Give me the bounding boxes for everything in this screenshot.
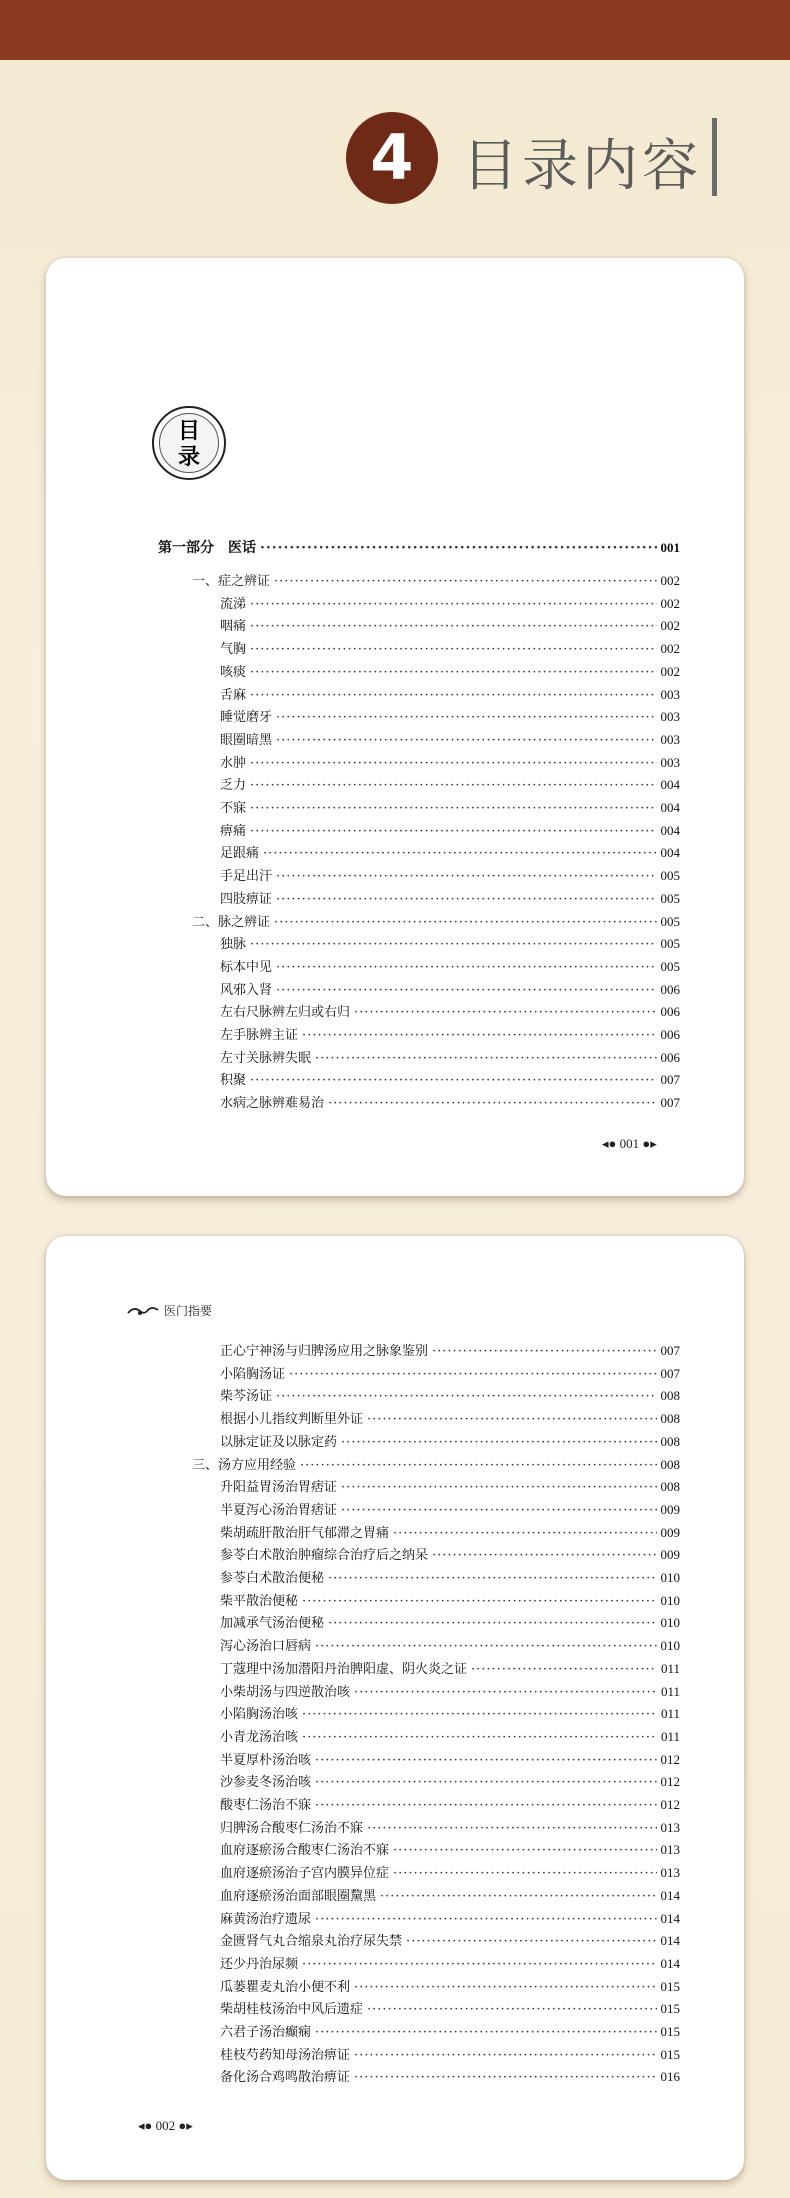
toc-entry-row [220, 1408, 680, 1430]
toc-entry-label: 舌麻 [220, 687, 247, 703]
toc-page-number: 006 [660, 1004, 680, 1020]
toc-entry-label: 水肿 [220, 755, 247, 771]
toc-page-number: 001 [660, 540, 680, 555]
toc-entry-row [220, 1092, 680, 1114]
toc-entry-row [220, 933, 680, 955]
toc-entry-label: 咳痰 [220, 664, 247, 680]
toc-leader [250, 934, 656, 956]
running-head-title: 医门指要 [164, 1304, 213, 1318]
footer-page-number: 001 [619, 1136, 640, 1151]
toc-entry-label: 麻黄汤治疗遗尿 [220, 1911, 312, 1927]
toc-entry-row [220, 1476, 680, 1498]
toc-section-row [192, 570, 680, 592]
toc-leader [276, 730, 656, 752]
footer-page-number: 002 [155, 2118, 176, 2133]
toc-leader [250, 1070, 656, 1092]
toc-page-number: 014 [660, 1910, 680, 1926]
toc-entry-label: 柴胡疏肝散治肝气郁滞之胃痛 [220, 1525, 390, 1541]
toc-page-number: 005 [660, 913, 680, 929]
toc-leader [263, 843, 656, 865]
toc-entry-label: 正心宁神汤与归脾汤应用之脉象鉴别 [220, 1344, 429, 1359]
toc-entry-row [220, 1862, 680, 1884]
toc-leader [302, 1727, 657, 1749]
toc-leader [250, 753, 656, 775]
toc-entry-label: 手足出汗 [220, 869, 273, 885]
toc-entry-row [220, 888, 680, 910]
toc-entry-row [220, 661, 680, 683]
toc-leader [302, 1591, 656, 1613]
toc-leader [250, 798, 656, 820]
toc-page-number: 010 [660, 1638, 680, 1654]
toc-entry-row [220, 1953, 680, 1975]
toc-page-number: 004 [660, 822, 680, 838]
toc-page-number: 002 [660, 641, 680, 657]
toc-page-number: 002 [660, 595, 680, 611]
toc-entry-label: 左寸关脉辨失眠 [220, 1050, 312, 1066]
toc-entry-label: 参苓白术散治肿瘤综合治疗后之纳呆 [220, 1548, 429, 1564]
toc-entry-row [220, 706, 680, 728]
footer-ornament-left-icon: ◂● [602, 1136, 617, 1151]
toc-entry-label: 四肢痹证 [220, 891, 273, 907]
footer-ornament-right-icon: ●▸ [178, 2118, 193, 2133]
toc-page-number: 008 [660, 1479, 680, 1495]
toc-leader [250, 594, 656, 616]
toc-page-number: 008 [660, 1388, 680, 1404]
toc-page-number: 006 [660, 981, 680, 997]
toc-entry-label: 参苓白术散治便秘 [220, 1571, 325, 1586]
toc-entry-row [220, 752, 680, 774]
page-footer-2 [138, 2118, 193, 2134]
toc-page-number: 011 [660, 1728, 680, 1744]
toc-leader [367, 1409, 656, 1431]
toc-entry-label: 小陷胸汤治咳 [220, 1707, 299, 1723]
toc-entry-row [220, 1363, 680, 1385]
toc-entry-label: 眼圈暗黑 [220, 732, 273, 748]
toc-leader [315, 1795, 656, 1817]
toc-entry-label: 半夏厚朴汤治咳 [220, 1752, 312, 1768]
toc-entry-label: 水病之脉辨难易治 [220, 1096, 325, 1112]
toc-entry-row [220, 1908, 680, 1930]
toc-entry-label: 半夏泻心汤治胃痞证 [220, 1502, 338, 1518]
toc-entry-label: 左手脉辨主证 [220, 1028, 299, 1043]
page-footer-1 [602, 1136, 657, 1152]
toc-page-number: 014 [660, 1955, 680, 1971]
toc-entry-row [220, 1499, 680, 1521]
toc-entry-label: 酸枣仁汤治不寐 [220, 1798, 312, 1813]
toc-leader [250, 639, 656, 661]
section-header [0, 110, 790, 210]
toc-leader [341, 1500, 656, 1522]
toc-page-number: 003 [660, 709, 680, 725]
toc-entry-row [220, 1567, 680, 1589]
toc-page-number: 004 [660, 800, 680, 815]
toc-page-number: 010 [660, 1592, 680, 1608]
section-number-badge: 4 [346, 112, 438, 204]
toc-page-number: 004 [660, 845, 680, 861]
toc-entry-row [220, 1749, 680, 1771]
toc-entry-row [220, 684, 680, 706]
toc-page-number: 007 [660, 1365, 680, 1381]
toc-leader [328, 1568, 656, 1590]
toc-entry-label: 不寐 [220, 801, 247, 816]
toc-page-number: 015 [660, 2024, 680, 2039]
toc-page-number: 007 [660, 1343, 680, 1358]
toc-entry-label: 三、汤方应用经验 [192, 1457, 297, 1473]
toc-page-number: 007 [660, 1072, 680, 1088]
toc-leader [250, 775, 656, 797]
toc-entry-row [220, 1930, 680, 1952]
toc-leader [250, 685, 656, 707]
toc-entry-row [220, 820, 680, 842]
toc-entry-label: 沙参麦冬汤治咳 [220, 1775, 312, 1791]
toc-entry-label: 乏力 [220, 778, 247, 794]
toc-page-number: 015 [660, 1978, 680, 1994]
toc-entry-row [220, 956, 680, 978]
toc-entry-label: 标本中见 [220, 959, 273, 975]
toc-page-number: 008 [660, 1456, 680, 1472]
toc-entry-row [220, 593, 680, 615]
running-head [126, 1302, 212, 1319]
book-page-1 [46, 258, 744, 1196]
toc-leader [260, 537, 657, 559]
toc-entry-label: 还少丹治尿频 [220, 1956, 299, 1972]
toc-leader [354, 2045, 656, 2067]
footer-ornament-right-icon: ●▸ [642, 1136, 657, 1151]
book-page-2 [46, 1236, 744, 2180]
toc-leader [315, 1048, 656, 1070]
toc-entry-label: 足跟痛 [220, 846, 260, 862]
toc-page-number: 015 [660, 2046, 680, 2062]
toc-leader [328, 1613, 656, 1635]
toc-page-number: 002 [660, 573, 680, 588]
toc-page-number: 008 [660, 1433, 680, 1449]
toc-part-title [158, 537, 680, 559]
toc-entry-row [220, 615, 680, 637]
toc-leader [393, 1863, 656, 1885]
toc-page-number: 016 [660, 2069, 680, 2085]
mulu-badge-text: 目 录 [159, 413, 219, 473]
toc-entry-row [220, 1703, 680, 1725]
toc-page-number: 010 [660, 1615, 680, 1631]
toc-page-number: 012 [660, 1751, 680, 1767]
toc-page-number: 007 [660, 1095, 680, 1111]
toc-section-row [192, 1454, 680, 1476]
toc-page-number: 012 [660, 1774, 680, 1790]
toc-part-label: 第一部分 医话 [158, 540, 256, 556]
footer-ornament-left-icon: ◂● [138, 2118, 153, 2133]
toc-page-number: 005 [660, 868, 680, 884]
toc-entry-label: 小陷胸汤证 [220, 1366, 286, 1382]
toc-entry-label: 血府逐瘀汤治面部眼圈黧黑 [220, 1888, 377, 1904]
toc-entry-row [220, 1544, 680, 1566]
toc-page-number: 013 [660, 1842, 680, 1858]
toc-entry-label: 咽痛 [220, 619, 247, 635]
toc-entry-row [220, 2044, 680, 2066]
toc-entry-row [220, 2021, 680, 2043]
toc-leader [354, 1002, 656, 1024]
toc-entry-label: 一、症之辨证 [192, 574, 271, 589]
toc-entry-label: 风邪入肾 [220, 982, 273, 998]
toc-page-number: 012 [660, 1797, 680, 1812]
top-banner [0, 0, 790, 60]
toc-leader [432, 1545, 656, 1567]
toc-leader [315, 1750, 656, 1772]
toc-leader [471, 1659, 657, 1681]
toc-page-number: 005 [660, 936, 680, 952]
section-title: 目录内容 [462, 134, 702, 199]
toc-page-number: 006 [660, 1027, 680, 1042]
toc-entry-label: 根据小儿指纹判断里外证 [220, 1412, 364, 1428]
toc-leader [289, 1364, 656, 1386]
toc-page-number: 015 [660, 2001, 680, 2017]
toc-page-number: 011 [660, 1660, 680, 1676]
toc-entry-row [220, 1340, 680, 1362]
toc-entry-row [220, 1522, 680, 1544]
toc-entry-label: 瓜蒌瞿麦丸治小便不利 [220, 1979, 351, 1995]
toc-leader [274, 571, 656, 593]
toc-leader [315, 1636, 656, 1658]
toc-entry-label: 小青龙汤治咳 [220, 1729, 299, 1745]
toc-page-number: 003 [660, 754, 680, 770]
toc-entry-label: 六君子汤治癫痫 [220, 2025, 312, 2040]
toc-entry-row [220, 797, 680, 819]
toc-leader [315, 1909, 656, 1931]
toc-page-number: 014 [660, 1933, 680, 1949]
toc-page-number: 003 [660, 731, 680, 747]
toc-leader [393, 1840, 656, 1862]
toc-section-row [192, 911, 680, 933]
toc-leader [432, 1341, 656, 1363]
toc-page-number: 005 [660, 958, 680, 974]
cloud-ornament-icon [126, 1304, 160, 1318]
toc-entry-row [220, 1726, 680, 1748]
toc-entry-row [220, 1976, 680, 1998]
toc-leader [341, 1477, 656, 1499]
toc-leader [367, 1999, 656, 2021]
toc-entry-label: 柴胡桂枝汤治中风后遗症 [220, 2002, 364, 2018]
toc-leader [393, 1523, 656, 1545]
toc-entry-label: 丁蔻理中汤加潜阳丹治脾阳虚、阴火炎之证 [220, 1661, 468, 1677]
toc-leader [302, 1954, 656, 1976]
toc-entry-label: 痹痛 [220, 823, 247, 839]
toc-leader [354, 1977, 656, 1999]
toc-entry-label: 归脾汤合酸枣仁汤治不寐 [220, 1820, 364, 1836]
toc-entry-row [220, 1885, 680, 1907]
toc-leader [250, 821, 656, 843]
toc-page-number: 011 [660, 1683, 680, 1699]
toc-entry-row [220, 1612, 680, 1634]
toc-leader [328, 1093, 656, 1115]
toc-entry-label: 柴芩汤证 [220, 1389, 273, 1405]
toc-leader [354, 2067, 656, 2089]
toc-entry-label: 金匮肾气丸合缩泉丸治疗尿失禁 [220, 1934, 403, 1950]
toc-leader [276, 957, 656, 979]
toc-entry-row [220, 979, 680, 1001]
toc-entry-row [220, 1817, 680, 1839]
title-divider [712, 118, 717, 196]
toc-entry-row [220, 1681, 680, 1703]
toc-page-number: 009 [660, 1501, 680, 1517]
toc-entry-label: 泻心汤治口唇病 [220, 1639, 312, 1655]
toc-entry-label: 左右尺脉辨左归或右归 [220, 1005, 351, 1021]
toc-page-number: 002 [660, 663, 680, 679]
toc-entry-row [220, 729, 680, 751]
toc-entry-label: 睡觉磨牙 [220, 710, 273, 726]
toc-page-number: 011 [660, 1706, 680, 1722]
toc-entry-label: 小柴胡汤与四逆散治咳 [220, 1684, 351, 1700]
toc-entry-label: 积聚 [220, 1073, 247, 1089]
toc-leader [276, 889, 656, 911]
toc-entry-row [220, 1635, 680, 1657]
toc-leader [276, 866, 656, 888]
toc-page-number: 014 [660, 1887, 680, 1903]
toc-entry-row [220, 1047, 680, 1069]
toc-entry-row [220, 1590, 680, 1612]
toc-page-number: 010 [660, 1570, 680, 1585]
toc-entry-row [220, 638, 680, 660]
toc-leader [354, 1682, 657, 1704]
toc-entry-row [220, 1794, 680, 1816]
mulu-badge [152, 406, 226, 480]
toc-leader [276, 1386, 656, 1408]
toc-entry-label: 加减承气汤治便秘 [220, 1616, 325, 1632]
toc-entry-label: 以脉定证及以脉定药 [220, 1434, 338, 1450]
toc-page-number: 005 [660, 890, 680, 906]
toc-page-number: 006 [660, 1049, 680, 1065]
toc-entry-row [220, 1431, 680, 1453]
toc-entry-row [220, 842, 680, 864]
toc-leader [341, 1432, 656, 1454]
toc-leader [406, 1931, 656, 1953]
toc-entry-label: 血府逐瘀汤治子宫内膜异位症 [220, 1866, 390, 1882]
toc-entry-row [220, 1385, 680, 1407]
toc-leader [300, 1455, 656, 1477]
toc-leader [274, 912, 656, 934]
toc-page-number: 004 [660, 777, 680, 793]
toc-entry-row [220, 2066, 680, 2088]
toc-leader [276, 980, 656, 1002]
toc-entry-label: 升阳益胃汤治胃痞证 [220, 1480, 338, 1496]
toc-entry-row [220, 1658, 680, 1680]
toc-page-number: 002 [660, 618, 680, 634]
toc-entry-label: 二、脉之辨证 [192, 914, 271, 930]
toc-leader [250, 662, 656, 684]
toc-page-number: 009 [660, 1524, 680, 1540]
toc-leader [276, 707, 656, 729]
toc-entry-label: 气胸 [220, 642, 247, 658]
toc-entry-label: 备化汤合鸡鸣散治痹证 [220, 2070, 351, 2086]
toc-leader [315, 1772, 656, 1794]
toc-entry-label: 桂枝芍药知母汤治痹证 [220, 2047, 351, 2063]
toc-entry-label: 独脉 [220, 937, 247, 953]
toc-entry-row [220, 1069, 680, 1091]
toc-leader [302, 1704, 657, 1726]
toc-entry-row [220, 1024, 680, 1046]
toc-page-number: 008 [660, 1411, 680, 1427]
toc-entry-row [220, 1998, 680, 2020]
toc-leader [250, 616, 656, 638]
toc-leader [302, 1025, 656, 1047]
toc-leader [315, 2022, 656, 2044]
toc-entry-label: 血府逐瘀汤合酸枣仁汤治不寐 [220, 1843, 390, 1859]
toc-leader [367, 1818, 656, 1840]
toc-entry-row [220, 774, 680, 796]
toc-leader [380, 1886, 656, 1908]
toc-page-number: 013 [660, 1865, 680, 1881]
toc-entry-label: 流涕 [220, 596, 247, 612]
toc-page-number: 003 [660, 686, 680, 702]
toc-page-number: 009 [660, 1547, 680, 1563]
toc-entry-label: 柴平散治便秘 [220, 1593, 299, 1609]
toc-entry-row [220, 1839, 680, 1861]
toc-entry-row [220, 1001, 680, 1023]
toc-entry-row [220, 1771, 680, 1793]
toc-page-number: 013 [660, 1819, 680, 1835]
toc-entry-row [220, 865, 680, 887]
